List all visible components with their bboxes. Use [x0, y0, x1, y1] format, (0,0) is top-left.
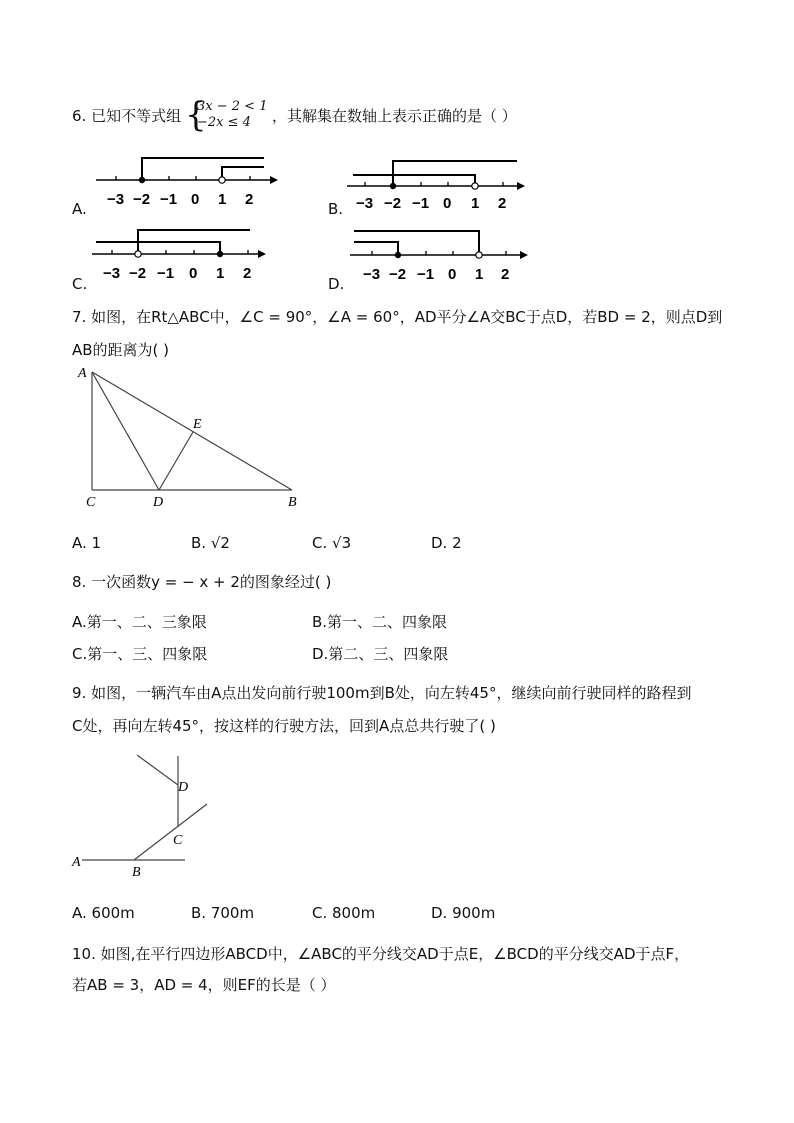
q6-suffix: ，其解集在数轴上表示正确的是（ ） [272, 107, 517, 125]
q6-number-line-d [348, 224, 534, 286]
q6-option-c-label: C. [72, 275, 88, 293]
q6a-tick-1: 1 [218, 191, 227, 208]
q9-point-a: A [72, 855, 81, 870]
q7-option-d: D. 2 [431, 534, 462, 552]
q6b-tick-0: 0 [443, 195, 452, 212]
q6d-tick-neg3: −3 [363, 266, 381, 283]
q9-point-b: B [132, 865, 141, 880]
q6c-tick-1: 1 [216, 265, 225, 282]
q6c-tick-neg1: −1 [157, 265, 175, 282]
q7-stem-line-2: AB的距离为( ) [72, 341, 170, 359]
q6d-tick-1: 1 [475, 266, 484, 283]
q9-option-a: A. 600m [72, 904, 135, 922]
q6-option-b-label: B. [328, 200, 344, 218]
q7-triangle-figure [70, 362, 310, 514]
q7-option-b: B. √2 [191, 534, 230, 552]
q9-option-c: C. 800m [312, 904, 376, 922]
q7-point-c: C [86, 495, 96, 510]
q6-inequality-2: −2x ≤ 4 [197, 115, 251, 130]
q7-stem-line-1: 7. 如图，在Rt△ABC中，∠C = 90°，∠A = 60°，AD平分∠A交BC于点D，若BD = 2，则点D到 [72, 308, 723, 326]
q7-point-a: A [78, 366, 87, 381]
q9-stem-line-2: C处，再向左转45°，按这样的行驶方法，回到A点总共行驶了( ) [72, 717, 496, 735]
q6-brace: { [185, 95, 207, 135]
q9-point-c: C [173, 833, 183, 848]
q9-option-b: B. 700m [191, 904, 255, 922]
q6-inequality-1: 3x − 2 < 1 [197, 99, 268, 114]
q7-point-b: B [288, 495, 297, 510]
q6c-tick-neg2: −2 [129, 265, 147, 282]
q6a-tick-neg2: −2 [133, 191, 151, 208]
q7-point-e: E [193, 417, 202, 432]
q6c-tick-0: 0 [189, 265, 198, 282]
q6b-tick-1: 1 [471, 195, 480, 212]
q6b-tick-neg3: −3 [356, 195, 374, 212]
q6a-tick-0: 0 [191, 191, 200, 208]
q6-number-line-c [90, 224, 276, 286]
q10-stem-line-1: 10. 如图,在平行四边形ABCD中，∠ABC的平分线交AD于点E，∠BCD的平分线交AD于点F， [72, 945, 690, 963]
q9-path-figure [68, 745, 228, 885]
q9-stem-line-1: 9. 如图，一辆汽车由A点出发向前行驶100m到B处，向左转45°，继续向前行驶同样的路程到 [72, 684, 692, 702]
q6c-tick-2: 2 [243, 265, 252, 282]
q6-number-line-a [94, 150, 280, 212]
q6c-tick-neg3: −3 [103, 265, 121, 282]
q9-point-d: D [178, 780, 189, 795]
q6a-tick-2: 2 [245, 191, 254, 208]
q8-option-a: A.第一、二、三象限 [72, 613, 207, 631]
q10-stem-line-2: 若AB = 3，AD = 4，则EF的长是（ ） [72, 976, 336, 994]
q6a-tick-neg1: −1 [160, 191, 178, 208]
q6a-tick-neg3: −3 [107, 191, 125, 208]
q6d-tick-2: 2 [501, 266, 510, 283]
q6b-tick-neg2: −2 [384, 195, 402, 212]
q6-option-d-label: D. [328, 275, 345, 293]
q8-option-c: C.第一、三、四象限 [72, 645, 208, 663]
q6-option-a-label: A. [72, 200, 87, 218]
q6d-tick-neg2: −2 [389, 266, 407, 283]
q6b-tick-neg1: −1 [412, 195, 430, 212]
q7-option-c: C. √3 [312, 534, 352, 552]
q6-number-line-b [345, 150, 531, 212]
q8-option-d: D.第二、三、四象限 [312, 645, 449, 663]
q9-option-d: D. 900m [431, 904, 496, 922]
q7-option-a: A. 1 [72, 534, 102, 552]
q7-point-d: D [153, 495, 164, 510]
q6d-tick-0: 0 [448, 266, 457, 283]
q6d-tick-neg1: −1 [417, 266, 435, 283]
q8-stem: 8. 一次函数y = − x + 2的图象经过( ) [72, 573, 332, 591]
q8-option-b: B.第一、二、四象限 [312, 613, 448, 631]
q6b-tick-2: 2 [498, 195, 507, 212]
q6-prefix: 6. 已知不等式组 [72, 107, 182, 125]
